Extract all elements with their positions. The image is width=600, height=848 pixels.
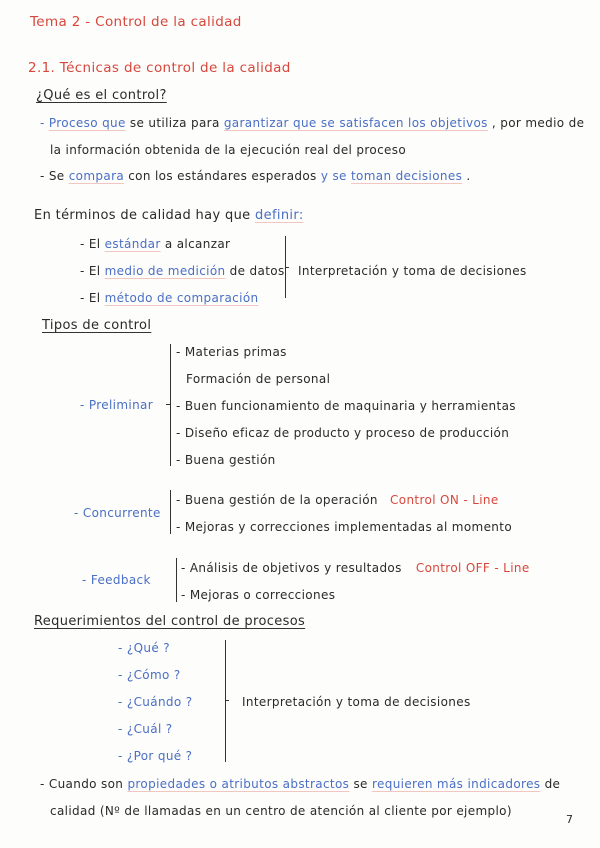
concurrente-text: - Buena gestión de la operación [176,493,378,507]
preliminar-item-4: - Diseño eficaz de producto y proceso de producción [176,426,510,440]
item-dash: - El [80,291,101,305]
section-heading: 2.1. Técnicas de control de la calidad [28,60,291,76]
brace-feedback [176,558,177,602]
item-rest: a alcanzar [164,237,231,251]
question-heading: ¿Qué es el control? [36,88,167,103]
question-cual: - ¿Cuál ? [118,722,173,736]
control-offline-note: Control OFF - Line [415,561,530,575]
nota-blue: propiedades o atributos abstractos [127,777,350,791]
def2-toman: toman decisiones [350,169,463,183]
concurrente-item-2: - Mejoras y correcciones implementadas al momento [176,520,513,534]
definir-lead-text: En términos de calidad hay que [34,208,251,223]
requerimientos-result: Interpretación y toma de decisiones [242,695,471,709]
brace-concurrente [170,490,171,534]
nota-blue-2: requieren más indicadores [371,777,541,791]
definition-text: se utiliza para [129,116,220,130]
def2-compara: compara [68,169,125,183]
nota-mid: se [353,777,368,791]
question-cuando: - ¿Cuándo ? [118,695,193,709]
definir-lead-blue: definir: [255,208,304,223]
item-blue: método de comparación [104,291,259,305]
definir-item-1 [80,236,230,252]
label-feedback: - Feedback [82,573,151,587]
label-concurrente: - Concurrente [74,506,161,520]
definition-line-3 [40,168,471,184]
preliminar-item-3: - Buen funcionamiento de maquinaria y herramientas [176,399,516,413]
definir-item-2 [80,263,285,279]
concurrente-item-1 [176,492,499,508]
definition-line-2: la información obtenida de la ejecución real del proceso [50,143,407,157]
definir-result: Interpretación y toma de decisiones [298,264,527,278]
preliminar-item-2: Formación de personal [186,372,331,386]
item-blue: estándar [104,237,161,251]
item-blue: medio de medición [104,264,226,278]
def2-y-se: y se [320,169,347,183]
preliminar-item-5: - Buena gestión [176,453,276,467]
brace-preliminar [170,344,171,466]
feedback-item-2: - Mejoras o correcciones [181,588,336,602]
def2-text-2: con los estándares esperados [128,169,317,183]
definition-proceso: Proceso que [48,116,126,130]
brace-preliminar-tick [166,404,170,405]
requerimientos-heading: Requerimientos del control de procesos [34,614,306,629]
definir-item-3 [80,290,258,306]
question-porque: - ¿Por qué ? [118,749,193,763]
page-title: Tema 2 - Control de la calidad [30,14,242,30]
nota-line-1 [40,776,560,792]
dash: - [40,116,45,130]
tipos-heading: Tipos de control [42,318,152,333]
nota-line-2: calidad (Nº de llamadas en un centro de atención al cliente por ejemplo) [50,804,512,818]
brace-definir-tick [285,267,289,268]
definition-line-1 [40,115,584,131]
feedback-text: - Análisis de objetivos y resultados [181,561,402,575]
preliminar-item-1: - Materias primas [176,345,287,359]
definition-text-2: , por medio de [491,116,585,130]
nota-end: de [544,777,561,791]
definir-lead [34,208,304,224]
item-rest: de datos [229,264,285,278]
definition-garantizar: garantizar que se satisfacen los objetivos [223,116,488,130]
brace-requerimientos [225,640,226,762]
feedback-item-1 [181,560,530,576]
def2-dot: . [466,169,471,183]
label-preliminar: - Preliminar [80,398,154,412]
brace-requerimientos-tick [225,700,229,701]
def2-text: - Se [40,169,65,183]
page-number: 7 [566,813,574,826]
item-dash: - El [80,237,101,251]
control-online-note: Control ON - Line [390,493,499,507]
question-como: - ¿Cómo ? [118,668,181,682]
question-que: - ¿Qué ? [118,641,170,655]
item-dash: - El [80,264,101,278]
nota-text: - Cuando son [40,777,124,791]
